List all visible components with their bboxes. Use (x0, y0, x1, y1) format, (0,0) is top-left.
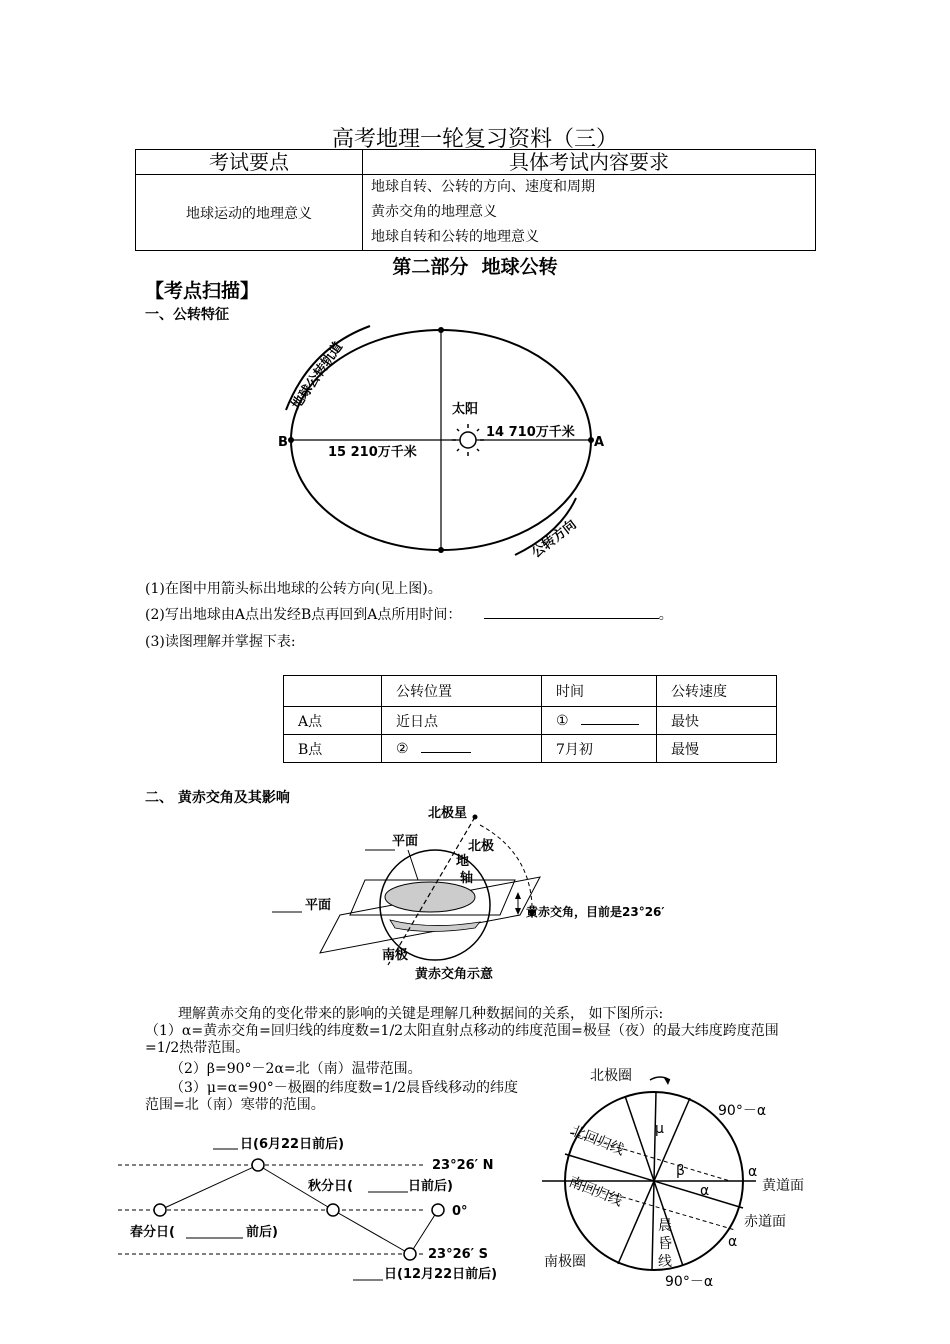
tropic-n-label: 北回归线 (568, 1122, 627, 1159)
blank-number: ① (556, 712, 569, 729)
diagram-caption: 黄赤交角示意 (415, 967, 494, 982)
orbit-label: 地球公转轨道 (288, 339, 347, 413)
blank-number: ② (396, 740, 409, 757)
table-row (284, 735, 777, 763)
equator-section (385, 882, 475, 912)
point-b-dot (288, 437, 294, 443)
requirement-item: 地球自转、公转的方向、速度和周期 (371, 179, 595, 195)
answer-blank[interactable] (581, 724, 639, 725)
table-header-left: 考试要点 (136, 150, 363, 175)
orbit-table (283, 675, 777, 763)
south-pole-label: 南极 (382, 948, 409, 963)
axis-label-2: 轴 (460, 871, 474, 886)
table-cell (382, 735, 542, 763)
table-header: 公转速度 (657, 676, 777, 707)
section1-title: 一、公转特征 (145, 307, 229, 323)
table-header-right: 具体考试内容要求 (363, 150, 816, 175)
angle-label: 黄赤交角，目前是23°26′ (526, 905, 665, 919)
sun-icon-december (404, 1248, 416, 1260)
spring-label-end: 前后) (246, 1225, 278, 1240)
table-cell: 近日点 (382, 707, 542, 735)
question-1: (1)在图中用箭头标出地球的公转方向(见上图)。 (145, 581, 442, 597)
table-cell: 最快 (657, 707, 777, 735)
paragraph-1: （1）α=黄赤交角=回归线的纬度数=1/2太阳直射点移动的纬度范围=极昼（夜）的最大纬度跨度范围=1/2热带范围。 (145, 1023, 779, 1056)
question-2-row (145, 604, 673, 624)
distance-b-label: 15 210万千米 (328, 445, 417, 460)
june-label: 日(6月22日前后) (240, 1137, 345, 1152)
spring-label: 春分日( (130, 1225, 175, 1240)
table-header (284, 676, 382, 707)
table-header: 时间 (542, 676, 657, 707)
table-cell: 最慢 (657, 735, 777, 763)
requirement-item: 黄赤交角的地理意义 (371, 204, 497, 220)
table-header: 公转位置 (382, 676, 542, 707)
table-cell: B点 (284, 735, 382, 763)
north-pole-label: 北极 (468, 839, 495, 854)
intro-text: 理解黄赤交角的变化带来的影响的关键是理解几种数据间的关系， 如下图所示: (178, 1006, 664, 1022)
question-2: (2)写出地球由A点出发经B点再回到A点所用时间： (145, 607, 462, 623)
direction-label: 公转方向 (529, 517, 580, 562)
terminator-label-3: 线 (658, 1254, 672, 1270)
lat-0-label: 0° (452, 1204, 468, 1219)
answer-blank[interactable] (421, 752, 471, 753)
paragraph-3: （3）μ=α=90°－极圈的纬度数=1/2晨昏线移动的纬度范围=北（南）寒带的范围。 (145, 1080, 518, 1113)
page-title: 高考地理一轮复习资料（三） (331, 127, 618, 152)
tropic-s-label: 南回归线 (566, 1173, 625, 1210)
autumn-label: 秋分日( (308, 1179, 353, 1194)
lat-s-label: 23°26′ S (428, 1247, 488, 1262)
answer-blank[interactable] (484, 618, 659, 619)
polaris-label: 北极星 (428, 806, 468, 821)
question-3: (3)读图理解并掌握下表: (145, 634, 296, 650)
alpha-label-right: α (748, 1164, 758, 1180)
arctic-label: 北极圈 (590, 1068, 632, 1084)
scan-title: 【考点扫描】 (145, 280, 260, 302)
lat-n-label: 23°26′ N (432, 1158, 494, 1173)
plane1-label: 平面 (392, 834, 419, 849)
exam-point: 地球运动的地理意义 (136, 175, 363, 251)
terminator-label-2: 昏 (658, 1236, 672, 1252)
sun-icon-june (252, 1159, 264, 1171)
axis-label-1: 地 (456, 854, 470, 869)
earth-circle-diagram (530, 1058, 830, 1298)
terminator-label-1: 晨 (658, 1218, 672, 1234)
point-b-label: B (278, 435, 288, 450)
ecliptic-label: 黄道面 (762, 1178, 804, 1194)
section2-title: 二、 黄赤交角及其影响 (145, 790, 290, 806)
part-title: 第二部分 地球公转 (392, 256, 558, 278)
table-cell (542, 707, 657, 735)
table-cell: A点 (284, 707, 382, 735)
alpha-label-bottom: α (728, 1234, 738, 1250)
paragraph-2: （2）β=90°－2α=北（南）温带范围。 (170, 1061, 422, 1077)
exam-points-table (135, 149, 816, 251)
december-label: 日(12月22日前后) (384, 1267, 498, 1282)
distance-a-label: 14 710万千米 (486, 425, 575, 440)
ninety-bottom-label: 90°－α (665, 1274, 714, 1290)
equator-label: 赤道面 (744, 1214, 786, 1230)
table-row (284, 707, 777, 735)
question-2-end: 。 (658, 607, 673, 623)
sun-path-diagram (118, 1130, 518, 1290)
antarctic-label: 南极圈 (544, 1254, 586, 1270)
plane2-label: 平面 (305, 898, 332, 913)
sun-icon-autumn (327, 1204, 339, 1216)
mu-label: μ (655, 1121, 664, 1137)
requirement-item: 地球自转和公转的地理意义 (371, 229, 539, 245)
point-a-label: A (594, 435, 605, 450)
alpha-label: α (700, 1183, 710, 1199)
sun-icon-next (432, 1204, 444, 1216)
sun-label: 太阳 (452, 402, 479, 417)
sun-icon-spring (154, 1204, 166, 1216)
orbit-diagram (270, 318, 610, 568)
obliquity-diagram (270, 800, 730, 990)
beta-label: β (676, 1163, 685, 1179)
ninety-top-label: 90°－α (718, 1103, 767, 1119)
table-cell: 7月初 (542, 735, 657, 763)
autumn-label-end: 日前后) (408, 1179, 453, 1194)
